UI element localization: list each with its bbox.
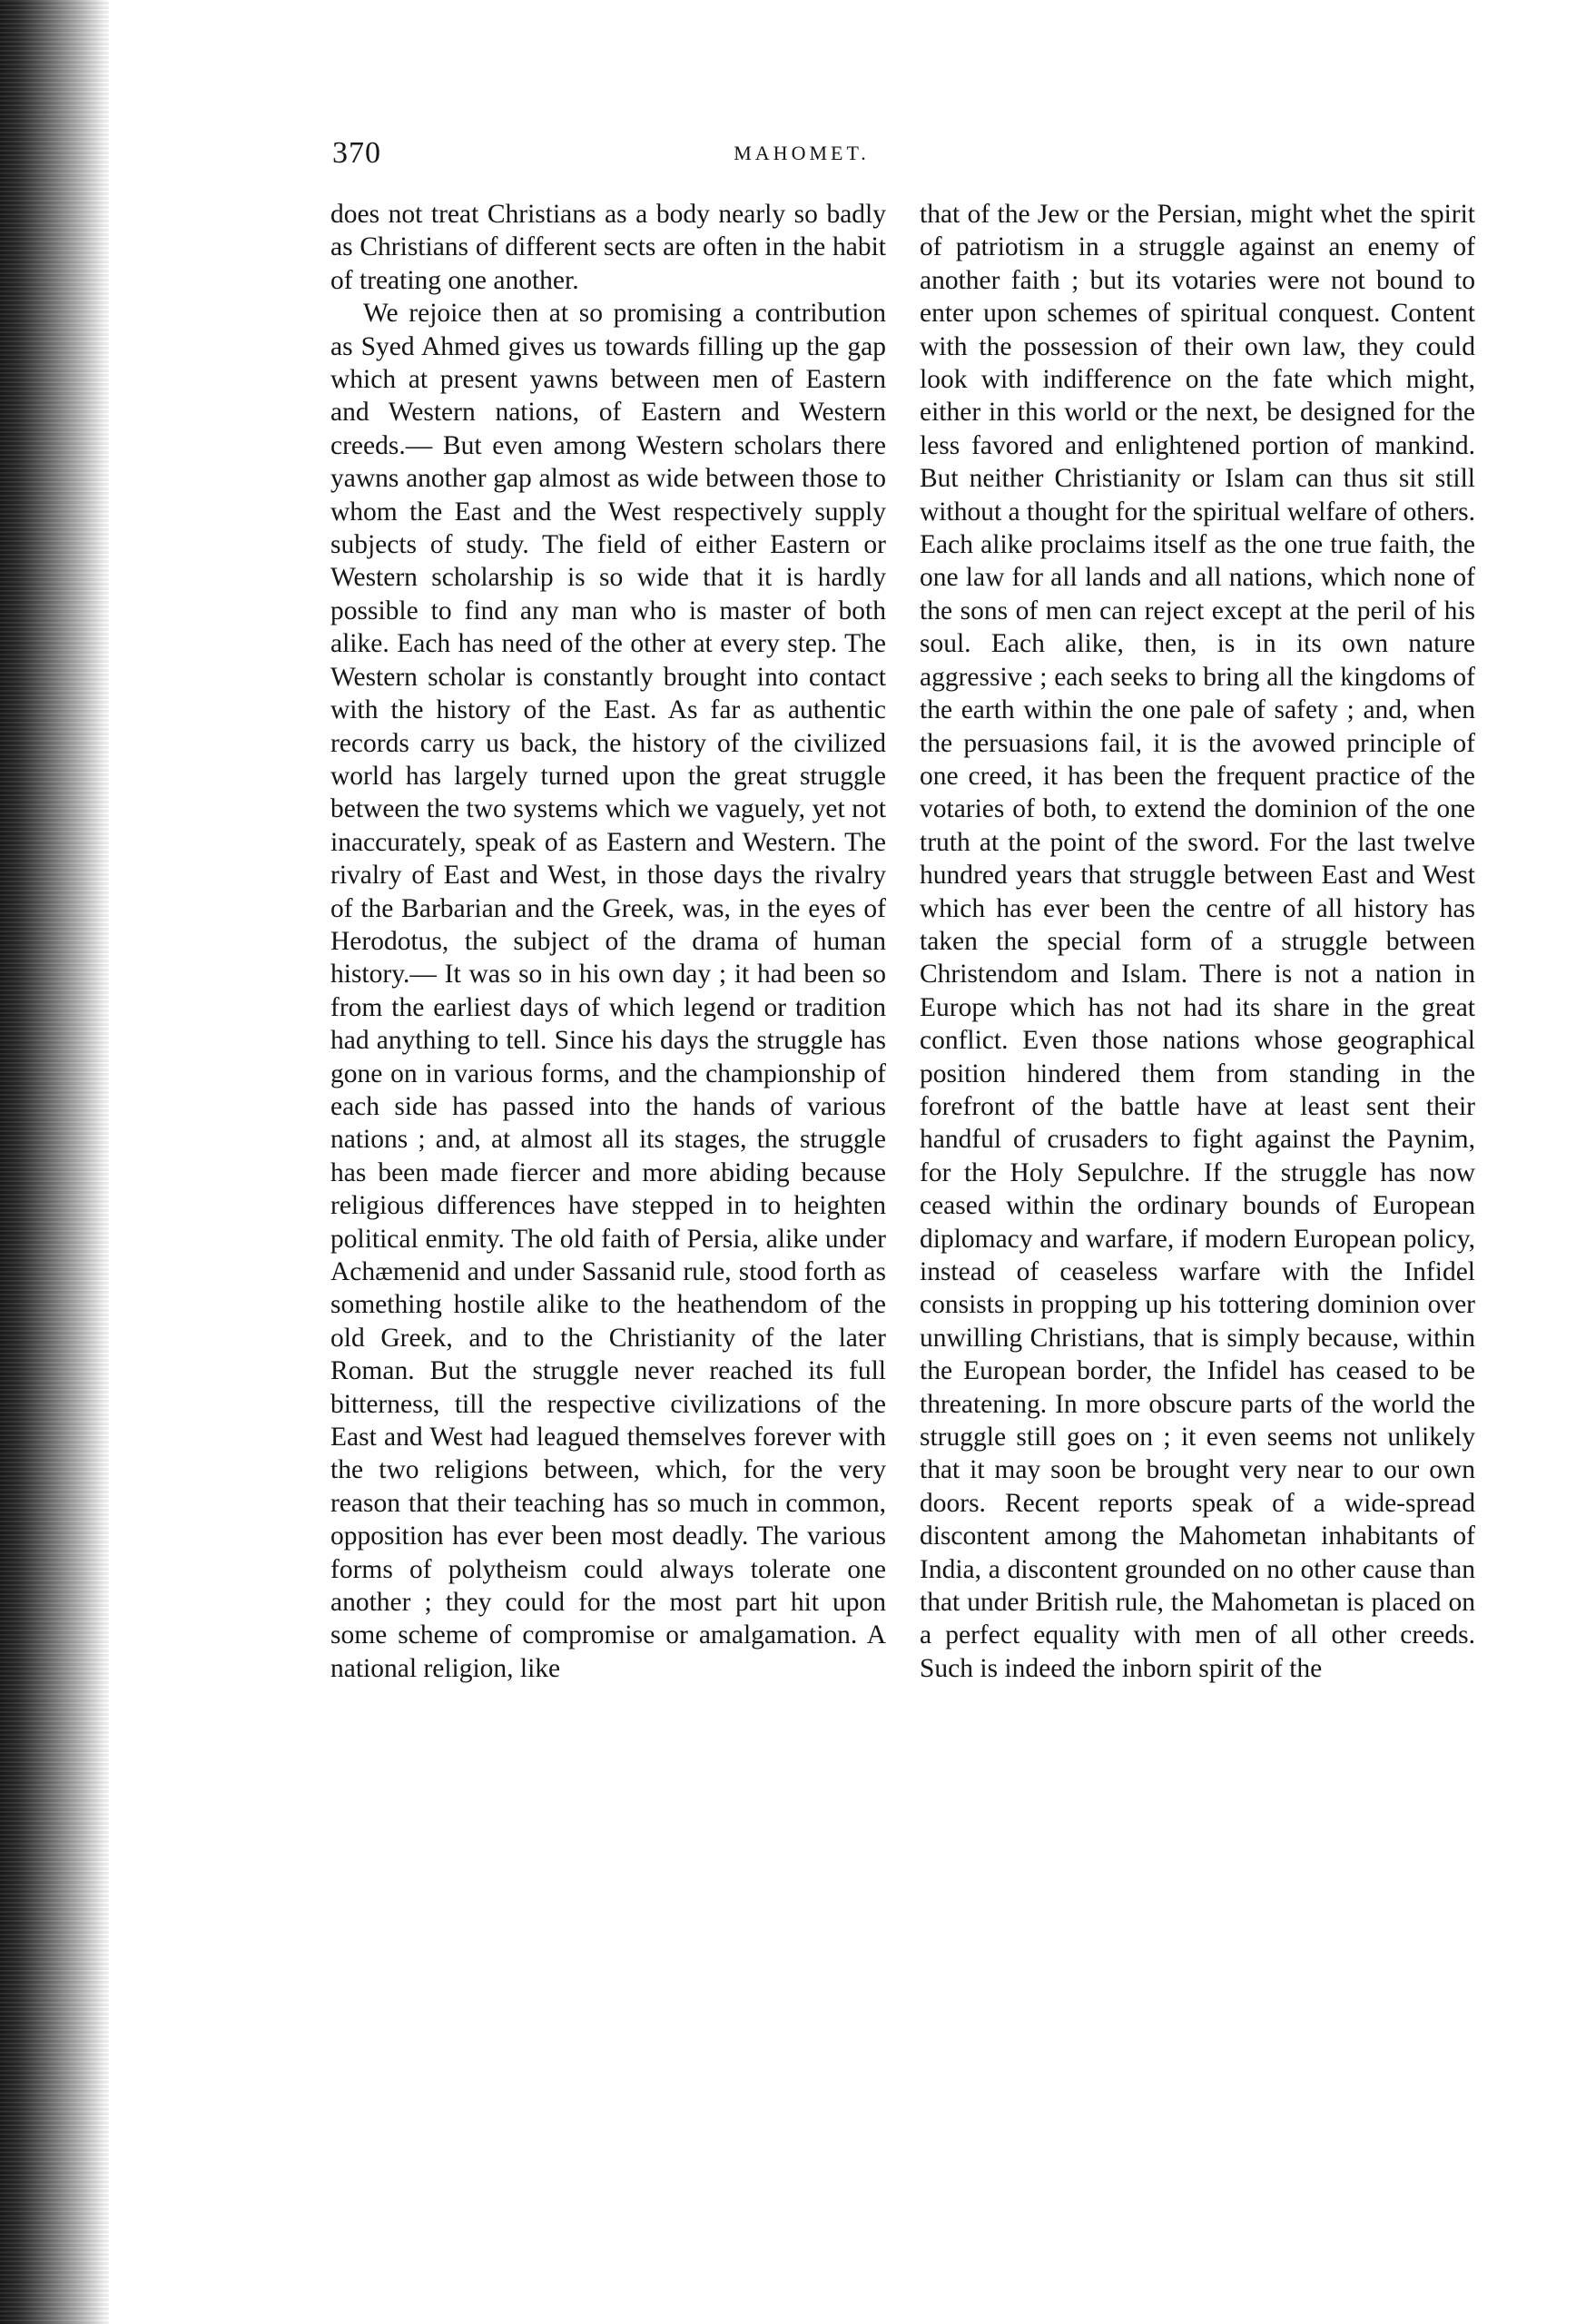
paragraph: does not treat Christians as a body nearly so badly as Christians of different sects are often in the habit of treating one another. <box>330 200 886 295</box>
text-column-left <box>330 198 886 1685</box>
paragraph: We rejoice then at so promising a contribution as Syed Ahmed gives us towards filling up the gap which at present yawns between men of Eastern and Western nations, of Eastern and Western creeds.— But even among Western scholars there yawns another gap almost as wide between those to whom the East and the West respectively supply subjects of study. The field of either Eastern or Western scholarship is so wide that it is hardly possible to find any man who is master of both alike. Each has need of the other at every step. The Western scholar is constantly brought into contact with the history of the East. As far as authentic records carry us back, the history of the civilized world has largely turned upon the great struggle between the two systems which we vaguely, yet not inaccurately, speak of as Eastern and Western. The rivalry of East and West, in those days the rivalry of the Barbarian and the Greek, was, in the eyes of Herodotus, the subject of the drama of human history.— It was so in his own day ; it had been so from the earliest days of which legend or tradition had anything to tell. Since his days the struggle has gone on in various forms, and the championship of each side has passed into the hands of various nations ; and, at almost all its stages, the struggle has been made fiercer and more abiding because religious differences have stepped in to heighten political enmity. The old faith of Persia, alike under Achæmenid and under Sassanid rule, stood forth as something hostile alike to the heathendom of the old Greek, and to the Christianity of the later Roman. But the struggle never reached its full bitterness, till the respective civilizations of the East and West had leagued themselves forever with the two religions between, which, for the very reason that their teaching has so much in common, opposition has ever been most deadly. The various forms of polytheism could always tolerate one another ; they could for the most part hit upon some scheme of compromise or amalgamation. A national religion, like <box>330 299 886 1683</box>
running-title: MAHOMET. <box>734 142 870 164</box>
scanned-binding-edge <box>0 0 109 2324</box>
page-number: 370 <box>332 136 381 170</box>
text-column-right <box>920 198 1475 1685</box>
paragraph: that of the Jew or the Persian, might whet the spirit of patriotism in a struggle against an enemy of another faith ; but its votaries were not bound to enter upon schemes of spiritual conquest. Content with the possession of their own law, they could look with indifference on the fate which might, either in this world or the next, be designed for the less favored and enlightened portion of mankind. But neither Christianity or Islam can thus sit still without a thought for the spiritual welfare of others. Each alike proclaims itself as the one true faith, the one law for all lands and all nations, which none of the sons of men can reject except at the peril of his soul. Each alike, then, is in its own nature aggressive ; each seeks to bring all the kingdoms of the earth within the one pale of safety ; and, when the persuasions fail, it is the avowed principle of one creed, it has been the frequent practice of the votaries of both, to extend the dominion of the one truth at the point of the sword. For the last twelve hundred years that struggle between East and West which has ever been the centre of all history has taken the special form of a struggle between Christendom and Islam. There is not a nation in Europe which has not had its share in the great conflict. Even those nations whose geographical position hindered them from standing in the forefront of the battle have at least sent their handful of crusaders to fight against the Paynim, for the Holy Sepulchre. If the struggle has now ceased within the ordinary bounds of European diplomacy and warfare, if modern European policy, instead of ceaseless warfare with the Infidel consists in propping up his tottering dominion over unwilling Christians, that is simply because, within the European border, the Infidel has ceased to be threatening. In more obscure parts of the world the struggle still goes on ; it even seems not unlikely that it may soon be brought very near to our own doors. Recent reports speak of a wide-spread discontent among the Mahometan inhabitants of India, a discontent grounded on no other cause than that under British rule, the Mahometan is placed on a perfect equality with men of all other creeds. Such is indeed the inborn spirit of the <box>920 200 1475 1683</box>
